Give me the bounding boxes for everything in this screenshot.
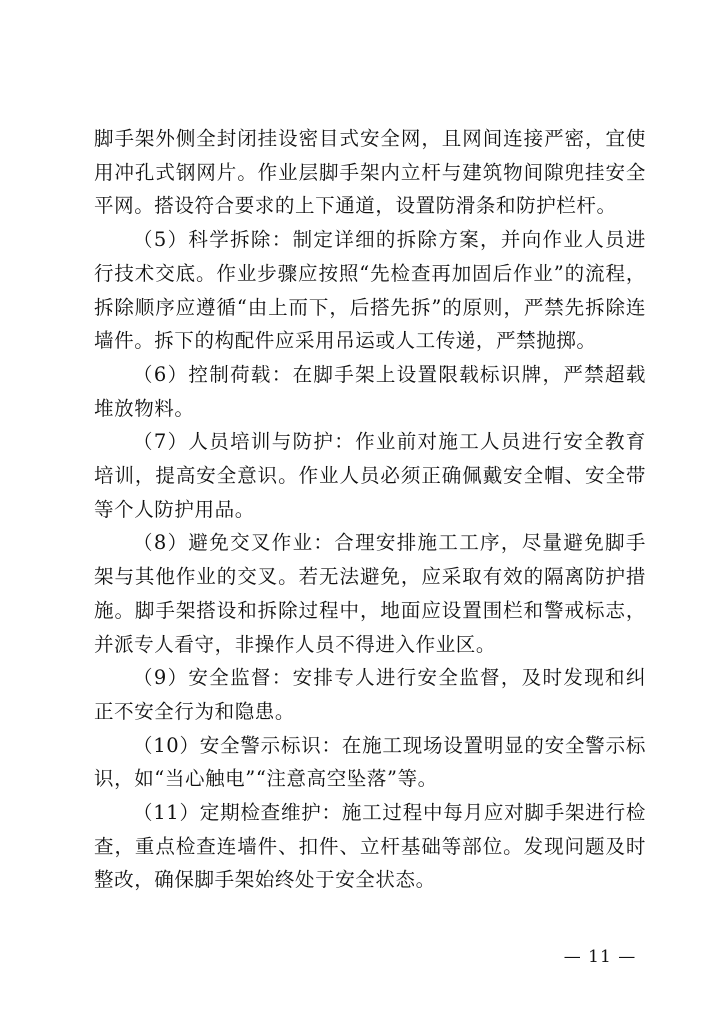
paragraph-item-9: （9）安全监督：安排专人进行安全监督，及时发现和纠正不安全行为和隐患。	[94, 666, 646, 723]
paragraph-continuation: 脚手架外侧全封闭挂设密目式安全网，且网间连接严密，宜使用冲孔式钢网片。作业层脚手架内立杆与建筑物间隙兜挂安全平网。搭设符合要求的上下通道，设置防滑条和防护栏杆。	[94, 127, 646, 218]
paragraph-item-8: （8）避免交叉作业：合理安排施工工序，尽量避免脚手架与其他作业的交叉。若无法避免，应采取有效的隔离防护措施。脚手架搭设和拆除过程中，地面应设置围栏和警戒标志，并派专人看守，非操作人员不得进入作业区。	[94, 531, 646, 656]
paragraph-item-10: （10）安全警示标识：在施工现场设置明显的安全警示标识，如“当心触电”“注意高空坠落”等。	[94, 733, 646, 791]
paragraph-item-11: （11）定期检查维护：施工过程中每月应对脚手架进行检查，重点检查连墙件、扣件、立杆基础等部位。发现问题及时整改，确保脚手架始终处于安全状态。	[94, 801, 646, 892]
paragraph-item-5: （5）科学拆除：制定详细的拆除方案，并向作业人员进行技术交底。作业步骤应按照“先检查再加固后作业”的流程，拆除顺序应遵循“由上而下，后搭先拆”的原则，严禁先拆除连墙件。拆下的构配件应采用吊运或人工传递，严禁抛掷。	[94, 228, 646, 353]
paragraph-item-7: （7）人员培训与防护：作业前对施工人员进行安全教育培训，提高安全意识。作业人员必须正确佩戴安全帽、安全带等个人防护用品。	[94, 430, 646, 521]
document-body	[94, 122, 646, 897]
page-number: — 11 —	[563, 947, 637, 967]
paragraph-item-6: （6）控制荷载：在脚手架上设置限载标识牌，严禁超载堆放物料。	[94, 362, 646, 420]
